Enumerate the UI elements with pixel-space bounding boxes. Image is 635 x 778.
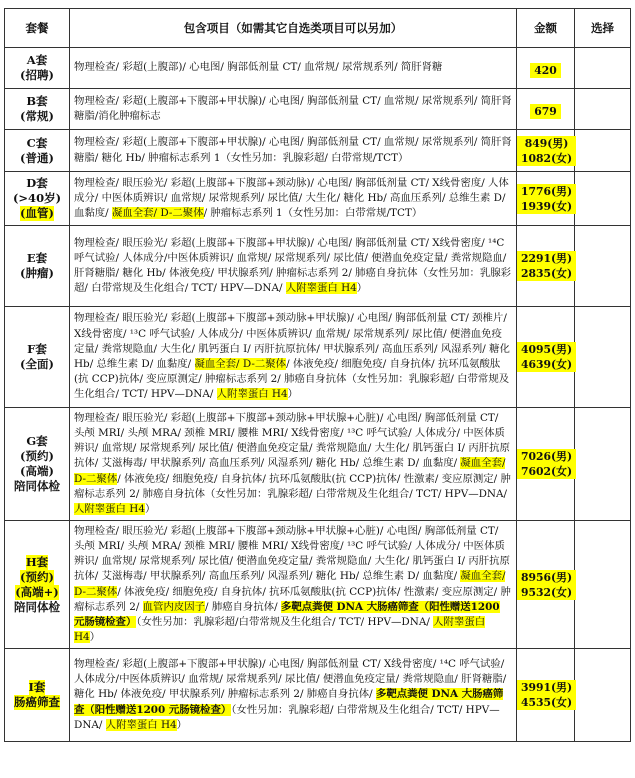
price-value: 4535(女) <box>521 696 573 709</box>
price-value: 679 <box>534 104 557 118</box>
item-text: ） <box>144 503 156 515</box>
package-price <box>517 89 575 130</box>
package-name-line: I套 <box>28 680 46 694</box>
package-name-line: G套 <box>26 434 48 448</box>
item-text: 物理检查/ 眼压验光/ 彩超(上腹部+下腹部+颈动脉+甲状腺+心脏)/ 心电图/ 胸部低剂量 CT/ 头颅 MRI/ 头颅 MRA/ 颈椎 MRI/ 腰椎 MRI/ X线骨密度/ ¹³C 呼气试验/ 人体成分/ 中医体质辨识/ 血常规/ 尿常规系列/ 尿比值/ 便潜血免疫定量/ 粪常规隐血/ 大生化/ 肌钙蛋白 I/ 丙肝抗原抗体/ 艾滋梅毒/ 甲状腺系列/ 高血压系列/ 风湿系列/ 糖化 Hb/ 总维生素 D/ 血黏度/ <box>74 524 510 583</box>
highlighted-item: 凝血全套/ D-二聚体 <box>74 570 506 598</box>
package-name-line: H套 <box>25 554 49 569</box>
price-highlight <box>517 570 576 600</box>
price-highlight <box>530 63 561 78</box>
package-price <box>517 226 575 307</box>
package-name-line: F套 <box>27 342 47 356</box>
price-value: 2291(男) <box>521 252 573 265</box>
package-name <box>5 521 70 649</box>
package-name-line: (预约) <box>20 569 54 584</box>
item-text: / 体液免疫/ 细胞免疫/ 自身抗体/ 抗环瓜氨酸肽(抗 CCP)抗体/ 性激素/ 变应原测定/ 肿瘤标志系列 2/ 肺癌自身抗体（女性另加：乳腺彩超/ 白带常规及生化组合/ TCT/ HPV—DNA/ <box>74 472 511 500</box>
package-price <box>517 408 575 521</box>
price-value: 9532(女) <box>521 585 573 599</box>
highlighted-item: 多靶点粪便 DNA 大肠癌筛查（阳性赠送1200 元肠镜检查） <box>74 600 500 628</box>
package-name <box>5 172 70 226</box>
header-price: 金额 <box>517 9 575 48</box>
price-value: 420 <box>534 63 557 77</box>
package-row <box>5 521 631 649</box>
select-cell[interactable] <box>575 408 631 521</box>
price-highlight <box>517 342 576 372</box>
package-name-line: (常规) <box>20 109 54 123</box>
item-text: 物理检查/ 眼压验光/ 彩超(上腹部+下腹部+颈动脉+甲状腺)/ 心电图/ 胸部低剂量 CT/ 颈椎片/ X线骨密度/ ¹³C 呼气试验/ 人体成分/ 中医体质辨识/ 血常规/ 尿常规系列/ 尿比值/ 便潜血免疫定量/ 粪常规隐血/ 大生化/ 肌钙蛋白 I/ 丙肝抗原抗体/ 甲状腺系列/ 高血压系列/ 风湿系列/ 糖化 Hb/ 总维生素 D/ 血黏度/ <box>74 312 510 370</box>
package-name <box>5 408 70 521</box>
item-text: 物理检查/ 眼压验光/ 彩超(上腹部+下腹部+颈动脉)/ 心电图/ 胸部低剂量 CT/ X线骨密度/ 人体成分/ 中医体质辨识/ 血常规/ 尿常规系列/ 尿比值/ 大生化/ 糖化 Hb/ 高血压系列/ 总维生素 D/ 血黏度/ <box>74 176 509 220</box>
item-text: 物理检查/ 眼压验光/ 彩超(上腹部+下腹部+颈动脉+甲状腺+心脏)/ 心电图/ 胸部低剂量 CT/ 头颅 MRI/ 头颅 MRA/ 颈椎 MRI/ 腰椎 MRI/ X线骨密度/ ¹³C 呼气试验/ 人体成分/ 中医体质辨识/ 血常规/ 尿常规系列/ 尿比值/ 便潜血免疫定量/ 粪常规隐血/ 大生化/ 肌钙蛋白 I/ 丙肝抗原抗体/ 艾滋梅毒/ 甲状腺系列/ 高血压系列/ 风湿系列/ 糖化 Hb/ 总维生素 D/ 血黏度/ <box>74 411 510 470</box>
price-highlight <box>517 251 576 281</box>
table-header-row <box>5 9 631 48</box>
package-items <box>70 521 517 649</box>
header-items: 包含项目（如需其它自选类项目可以另加） <box>70 9 517 48</box>
package-price <box>517 172 575 226</box>
price-highlight <box>517 449 576 479</box>
select-cell[interactable] <box>575 172 631 226</box>
price-value: 849(男) <box>524 136 569 150</box>
package-price <box>517 649 575 742</box>
package-row <box>5 89 631 130</box>
item-text: 物理检查/ 彩超(上腹部+下腹部+甲状腺)/ 心电图/ 胸部低剂量 CT/ 血常规/ 尿常规系列/ 简肝肾糖脂/ 糖化 Hb/ 肿瘤标志系列 1（女性另加：乳腺彩超/ 白带常规/TCT） <box>74 136 512 164</box>
header-package: 套餐 <box>5 9 70 48</box>
package-row <box>5 172 631 226</box>
price-value: 4095(男) <box>521 343 573 356</box>
package-name <box>5 130 70 172</box>
price-highlight <box>517 136 576 166</box>
package-name-line: B套 <box>26 94 48 108</box>
package-name <box>5 48 70 89</box>
package-name-line: (血管) <box>20 206 54 220</box>
item-text: ） <box>176 718 188 731</box>
package-items <box>70 48 517 89</box>
item-text: / 体液免疫/ 细胞免疫/ 自身抗体/ 抗环瓜氨酸肽(抗 CCP)抗体/ 性激素/ 变应原测定/ 肿瘤标志系列 2/ <box>74 585 511 613</box>
package-name-line: (招聘) <box>20 68 54 82</box>
package-name <box>5 307 70 408</box>
package-items <box>70 89 517 130</box>
price-value: 2835(女) <box>521 267 573 280</box>
highlighted-item: 凝血全套/ D-二聚体 <box>111 207 204 220</box>
package-items <box>70 226 517 307</box>
package-row <box>5 307 631 408</box>
price-highlight <box>530 104 561 119</box>
package-name-line: 陪同体检 <box>14 599 60 614</box>
package-price <box>517 307 575 408</box>
package-name <box>5 89 70 130</box>
package-items <box>70 130 517 172</box>
select-cell[interactable] <box>575 649 631 742</box>
package-items <box>70 172 517 226</box>
item-text: ） <box>89 631 101 644</box>
package-row <box>5 649 631 742</box>
package-table-wrapper <box>4 8 630 742</box>
item-text: / 肺癌自身抗体/ <box>205 600 281 613</box>
item-text: ） <box>356 282 368 295</box>
package-price <box>517 521 575 649</box>
highlighted-item: 血管内皮因子 <box>142 600 206 613</box>
header-select: 选择 <box>575 9 631 48</box>
select-cell[interactable] <box>575 130 631 172</box>
highlighted-item: 人附睾蛋白 H4 <box>105 718 177 731</box>
highlighted-item: 凝血全套/ D-二聚体 <box>74 457 506 485</box>
package-name <box>5 226 70 307</box>
package-name-line: (>40岁) <box>12 191 62 205</box>
package-name-line: (普通) <box>20 150 54 165</box>
price-value: 1776(男) <box>521 184 573 198</box>
package-price <box>517 48 575 89</box>
package-row <box>5 48 631 89</box>
select-cell[interactable] <box>575 48 631 89</box>
package-name-line: (全面) <box>20 357 54 371</box>
package-items <box>70 649 517 742</box>
package-name-line: C套 <box>26 135 48 150</box>
highlighted-item: 人附睾蛋白 H4 <box>285 282 357 295</box>
price-value: 7026(男) <box>521 450 573 463</box>
select-cell[interactable] <box>575 89 631 130</box>
item-text: 物理检查/ 眼压验光/ 彩超(上腹部+下腹部+甲状腺)/ 心电图/ 胸部低剂量 CT/ X线骨密度/ ¹⁴C 呼气试验/ 人体成分/中医体质辨识/ 血常规/ 尿常规系列/ 尿比值/ 便潜血免疫定量/ 粪常规隐血/ 肝肾糖脂/ 糖化 Hb/ 体液免疫/ 甲状腺系列/ 肿瘤标志系列 2/ 肺癌自身抗体（女性另加：乳腺彩超/ 白带常规及生化组合/ TCT/ HPV—DNA/ <box>74 236 512 295</box>
package-price <box>517 130 575 172</box>
highlighted-item: 人附睾蛋白 H4 <box>216 388 288 401</box>
package-items <box>70 307 517 408</box>
highlighted-item: 凝血全套/ D-二聚体 <box>194 358 287 370</box>
price-value: 3991(男) <box>521 681 573 694</box>
price-value: 7602(女) <box>521 465 573 478</box>
package-name-line: 肠癌筛查 <box>14 695 60 709</box>
item-text: ） <box>287 388 298 401</box>
price-value: 1082(女) <box>521 151 573 165</box>
package-row <box>5 408 631 521</box>
package-name-line: A套 <box>26 53 48 67</box>
select-cell[interactable] <box>575 521 631 649</box>
highlighted-item: 人附睾蛋白 H4 <box>74 503 145 515</box>
package-name-line: D套 <box>26 176 48 190</box>
item-text: / 体液免疫/ 细胞免疫/ 自身抗体/ 抗环瓜氨酸肽(抗 CCP)抗体/ 变应原测定/ 肿瘤标志系列 2/ 肺癌自身抗体（女性另加：乳腺彩超/ 白带常规及生化组合/ TCT/ HPV—DNA/ <box>74 358 510 401</box>
item-text: / 肿瘤标志系列 1（女性另加：白带常规/TCT） <box>203 207 423 220</box>
highlighted-item: 多靶点粪便 DNA 大肠癌筛查（阳性赠送1200 元肠镜检查） <box>74 688 504 716</box>
package-row <box>5 226 631 307</box>
item-text: 物理检查/ 彩超(上腹部)/ 心电图/ 胸部低剂量 CT/ 血常规/ 尿常规系列/ 简肝肾糖 <box>74 61 443 74</box>
price-value: 8956(男) <box>521 570 573 584</box>
package-row <box>5 130 631 172</box>
package-name-line: (预约) <box>20 449 54 463</box>
select-cell[interactable] <box>575 226 631 307</box>
package-name-line: (肿瘤) <box>20 266 54 280</box>
price-highlight <box>517 680 576 710</box>
item-text: 物理检查/ 彩超(上腹部+下腹部+甲状腺)/ 心电图/ 胸部低剂量 CT/ 血常规/ 尿常规系列/ 简肝肾糖脂/消化肿瘤标志 <box>74 94 512 122</box>
price-value: 1939(女) <box>521 199 573 213</box>
package-name-line: (高端) <box>20 464 54 478</box>
item-text: （女性另加：乳腺彩超/白带常规及生化组合/ TCT/ HPV—DNA/ <box>136 615 434 628</box>
price-value: 4639(女) <box>521 358 573 371</box>
select-cell[interactable] <box>575 307 631 408</box>
price-highlight <box>517 184 576 214</box>
package-table <box>4 8 631 742</box>
package-name-line: (高端+) <box>15 584 59 599</box>
package-items <box>70 408 517 521</box>
item-text: （女性另加：乳腺彩超/ 白带常规及生化组合/ TCT/ HPV—DNA/ <box>74 703 500 731</box>
package-name-line: E套 <box>26 251 48 265</box>
package-name-line: 陪同体检 <box>14 479 60 493</box>
package-name <box>5 649 70 742</box>
highlighted-item: 人附睾蛋白 H4 <box>74 615 486 644</box>
item-text: 物理检查/ 彩超(上腹部+下腹部+甲状腺)/ 心电图/ 胸部低剂量 CT/ X线骨密度/ ¹⁴C 呼气试验/ 人体成分/中医体质辨识/ 血常规/ 尿常规系列/ 尿比值/ 便潜血免疫定量/ 粪常规隐血/ 肝肾糖脂/ 糖化 Hb/ 体液免疫/ 甲状腺系列/ 肿瘤标志系列 2/ 肺癌自身抗体/ <box>74 657 507 701</box>
